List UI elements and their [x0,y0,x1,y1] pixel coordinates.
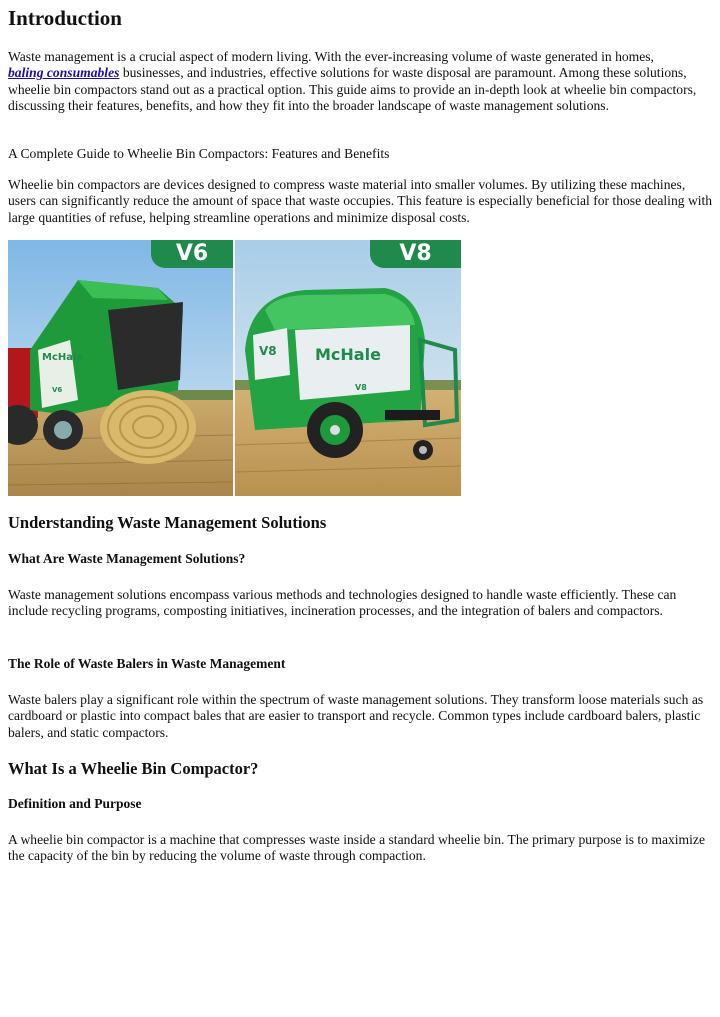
v6-model-tag: V6 [52,386,63,394]
intro-text-before: Waste management is a crucial aspect of modern living. With the ever-increasing volume of waste generated in homes, [8,49,654,64]
v8-brand-logo: McHale [315,345,381,364]
intro-text-after: businesses, and industries, effective solutions for waste disposal are paramount. Among these solutions, wheelie bin compactors stand out as a practical option. This guide aims to provide an in-depth look at wheelie bin compactors, discussing their features, benefits, and how they fit into the broader landscape of waste management solutions. [8,65,697,114]
v8-baler-photo [235,240,461,496]
compactors-paragraph: Wheelie bin compactors are devices designed to compress waste material into smaller volumes. By utilizing these machines, users can significantly reduce the amount of space that waste occupies. This feature is especially beneficial for those dealing with large quantities of refuse, helping streamline operations and minimize disposal costs. [8,177,713,225]
section-title-wheelie-bin-compactor: What Is a Wheelie Bin Compactor? [8,759,259,778]
intro-paragraph [8,49,714,115]
page-title: Introduction [8,6,122,30]
balers-paragraph: Waste balers play a significant role within the spectrum of waste management solutions. They transform loose materials such as cardboard or plastic into compact bales that are easier to transport and recycle. Common types include cardboard balers, plastic balers, and static compactors. [8,692,704,740]
v6-badge: V6 [151,240,233,268]
subheading-role-of-balers: The Role of Waste Balers in Waste Management [8,656,286,671]
v8-side-tag: V8 [259,344,277,358]
definition-paragraph: A wheelie bin compactor is a machine that compresses waste inside a standard wheelie bin. The primary purpose is to maximize the capacity of the bin by reducing the volume of waste through compaction. [8,832,705,864]
v8-model-tag: V8 [355,383,367,392]
v6-baler-photo [8,240,233,496]
baler-comparison-image [8,240,461,496]
v8-badge: V8 [370,240,461,268]
section-title-waste-management: Understanding Waste Management Solutions [8,513,327,532]
solutions-paragraph: Waste management solutions encompass various methods and technologies designed to handle waste efficiently. These can include recycling programs, composting initiatives, incineration processes, and the integration of balers and compactors. [8,587,677,619]
baling-consumables-link[interactable]: baling consumables [8,65,120,81]
subheading-what-are-solutions: What Are Waste Management Solutions? [8,551,246,566]
v6-brand-logo: McHale [42,352,84,363]
guide-title-paragraph: A Complete Guide to Wheelie Bin Compactors: Features and Benefits [8,146,390,161]
subheading-definition: Definition and Purpose [8,796,142,811]
